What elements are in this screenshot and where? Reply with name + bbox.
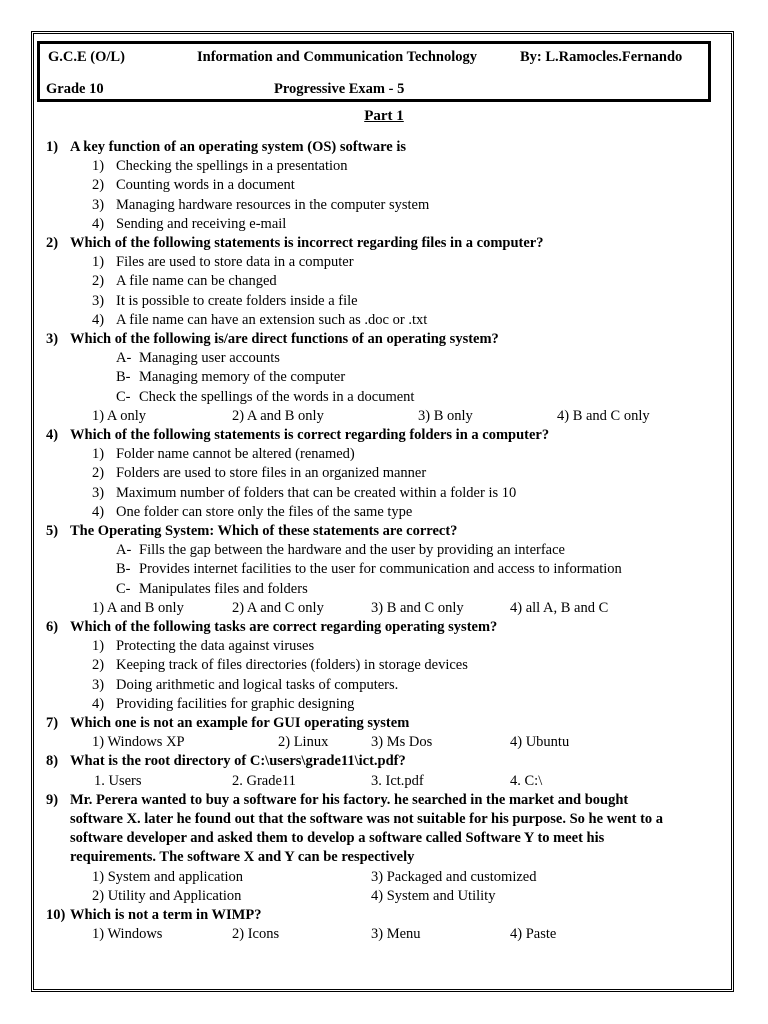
question-9-cont xyxy=(0,848,768,867)
text: 3) xyxy=(92,196,105,213)
choice: 2) A and B only xyxy=(232,407,324,424)
text: Folders are used to store files in an organized manner xyxy=(116,465,427,482)
grid-choices xyxy=(0,868,768,887)
exam-subject: Information and Communication Technology xyxy=(197,49,477,65)
choice: 2. Grade11 xyxy=(232,772,296,789)
text: 3) xyxy=(92,484,105,501)
text: 2) xyxy=(92,657,105,674)
text: 7) xyxy=(46,715,59,731)
text: Check the spellings of the words in a document xyxy=(139,388,415,405)
option xyxy=(0,157,768,176)
option xyxy=(0,215,768,234)
exam-header xyxy=(37,41,711,102)
text: Which of the following statements is correct regarding folders in a computer? xyxy=(70,427,550,443)
question-1 xyxy=(0,138,768,157)
text: 3) xyxy=(92,676,105,693)
question-9-cont xyxy=(0,829,768,848)
text: The Operating System: Which of these statements are correct? xyxy=(70,523,458,539)
inline-choices xyxy=(0,407,768,426)
part-title xyxy=(0,108,768,125)
question-8 xyxy=(0,752,768,771)
text: Protecting the data against viruses xyxy=(116,638,315,655)
text: 3) xyxy=(46,331,59,347)
text: C- xyxy=(116,388,131,405)
text: Which of the following statements is incorrect regarding files in a computer? xyxy=(70,235,544,251)
choice: 3) B and C only xyxy=(371,599,464,616)
text: A file name can have an extension such as .doc or .txt xyxy=(116,311,428,328)
inline-choices xyxy=(0,733,768,752)
text: A file name can be changed xyxy=(116,273,277,290)
question-10 xyxy=(0,906,768,925)
text: A- xyxy=(116,350,132,367)
text: A- xyxy=(116,542,132,559)
text: 8) xyxy=(46,753,59,770)
question-5 xyxy=(0,522,768,541)
choice: 4) B and C only xyxy=(557,407,650,424)
question-9 xyxy=(0,791,768,810)
choice: 1) Windows xyxy=(92,926,163,943)
choice: 4. C:\ xyxy=(510,772,543,789)
text: Counting words in a document xyxy=(116,177,295,194)
text: 5) xyxy=(46,523,59,539)
text: 1) xyxy=(92,254,105,271)
text: What is the root directory of C:\users\grade11\ict.pdf? xyxy=(70,753,406,770)
text: 2) xyxy=(92,465,105,482)
text: 10) xyxy=(46,907,66,923)
text: Managing memory of the computer xyxy=(139,369,346,386)
question-2 xyxy=(0,234,768,253)
text: 9) xyxy=(46,791,59,808)
text: requirements. The software X and Y can be respectively xyxy=(70,849,415,866)
inline-choices xyxy=(0,925,768,944)
choice: 3. Ict.pdf xyxy=(371,772,424,789)
option xyxy=(0,656,768,675)
exam-grade: Grade 10 xyxy=(46,81,104,97)
choice: 4) System and Utility xyxy=(371,887,496,904)
option xyxy=(0,272,768,291)
option xyxy=(0,676,768,695)
question-3 xyxy=(0,330,768,349)
text: One folder can store only the files of the same type xyxy=(116,503,413,520)
text: 2) xyxy=(46,235,59,251)
option xyxy=(0,253,768,272)
text: B- xyxy=(116,561,131,578)
option xyxy=(0,292,768,311)
text: B- xyxy=(116,369,131,386)
text: 4) xyxy=(46,427,59,443)
option xyxy=(0,464,768,483)
text: C- xyxy=(116,580,131,597)
text: Provides internet facilities to the user for communication and access to information xyxy=(139,561,622,578)
choice: 1) System and application xyxy=(92,868,244,885)
text: Which of the following is/are direct functions of an operating system? xyxy=(70,331,499,347)
grid-choices xyxy=(0,887,768,906)
text: 4) xyxy=(92,311,105,328)
text: software developer and asked them to develop a software called Software Y to meet his xyxy=(70,830,605,847)
statement xyxy=(0,580,768,599)
text: 1) xyxy=(46,139,59,155)
text: 1) xyxy=(92,446,105,463)
text: Which is not a term in WIMP? xyxy=(70,907,262,923)
text: Fills the gap between the hardware and the user by providing an interface xyxy=(139,542,565,559)
choice: 3) Ms Dos xyxy=(371,734,433,751)
inline-choices xyxy=(0,772,768,791)
option xyxy=(0,695,768,714)
inline-choices xyxy=(0,599,768,618)
text: 1) xyxy=(92,158,105,175)
question-6 xyxy=(0,618,768,637)
text: Which one is not an example for GUI operating system xyxy=(70,715,410,731)
text: Providing facilities for graphic designing xyxy=(116,695,355,712)
text: A key function of an operating system (OS) software is xyxy=(70,139,407,155)
text: Keeping track of files directories (folders) in storage devices xyxy=(116,657,468,674)
exam-title: Progressive Exam - 5 xyxy=(274,81,405,97)
text: Mr. Perera wanted to buy a software for his factory. he searched in the market and bought xyxy=(70,791,629,808)
choice: 2) A and C only xyxy=(232,599,324,616)
option xyxy=(0,484,768,503)
text: Doing arithmetic and logical tasks of computers. xyxy=(116,676,399,693)
option xyxy=(0,196,768,215)
option xyxy=(0,503,768,522)
text: Folder name cannot be altered (renamed) xyxy=(116,446,355,463)
text: 2) xyxy=(92,177,105,194)
text: 4) xyxy=(92,695,105,712)
text: Managing hardware resources in the computer system xyxy=(116,196,430,213)
text: 4) xyxy=(92,503,105,520)
option xyxy=(0,637,768,656)
choice: 1) A only xyxy=(92,407,146,424)
text: Which of the following tasks are correct regarding operating system? xyxy=(70,619,498,635)
question-4 xyxy=(0,426,768,445)
exam-author: By: L.Ramocles.Fernando xyxy=(520,49,683,65)
text: Checking the spellings in a presentation xyxy=(116,158,348,175)
choice: 1. Users xyxy=(94,772,142,789)
option xyxy=(0,445,768,464)
statement xyxy=(0,349,768,368)
statement xyxy=(0,541,768,560)
text: 2) xyxy=(92,273,105,290)
choice: 2) Linux xyxy=(278,734,329,751)
choice: 4) Ubuntu xyxy=(510,734,570,751)
choice: 4) Paste xyxy=(510,926,557,943)
text: Manipulates files and folders xyxy=(139,580,308,597)
option xyxy=(0,311,768,330)
statement xyxy=(0,560,768,579)
text: Maximum number of folders that can be created within a folder is 10 xyxy=(116,484,517,501)
text: Managing user accounts xyxy=(139,350,280,367)
text: Sending and receiving e-mail xyxy=(116,215,287,232)
choice: 1) Windows XP xyxy=(92,734,185,751)
text: Files are used to store data in a computer xyxy=(116,254,354,271)
option xyxy=(0,176,768,195)
text: It is possible to create folders inside a file xyxy=(116,292,358,309)
choice: 2) Icons xyxy=(232,926,280,943)
choice: 4) all A, B and C xyxy=(510,599,609,616)
choice: 3) Packaged and customized xyxy=(371,868,537,885)
choice: 3) B only xyxy=(418,407,473,424)
question-7 xyxy=(0,714,768,733)
text: 1) xyxy=(92,638,105,655)
statement xyxy=(0,368,768,387)
text: software X. later he found out that the software was not suitable for his purpose. So he went to a xyxy=(70,811,664,827)
text: 4) xyxy=(92,215,105,232)
statement xyxy=(0,388,768,407)
choice: 3) Menu xyxy=(371,926,421,943)
question-9-cont xyxy=(0,810,768,829)
text: Part 1 xyxy=(364,108,404,124)
text: 6) xyxy=(46,619,59,635)
choice: 1) A and B only xyxy=(92,599,184,616)
text: 3) xyxy=(92,292,105,309)
choice: 2) Utility and Application xyxy=(92,887,242,904)
exam-level: G.C.E (O/L) xyxy=(48,49,125,65)
